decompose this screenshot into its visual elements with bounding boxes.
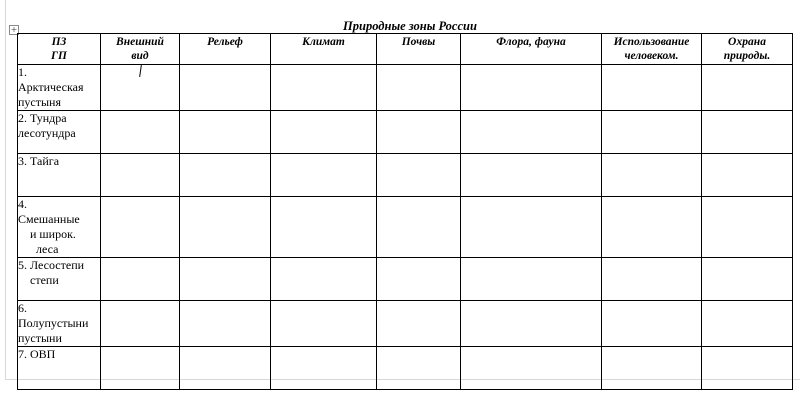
table-cell[interactable]: [702, 65, 793, 111]
zone-line: 4.: [18, 197, 27, 211]
table-cell[interactable]: [602, 197, 702, 258]
table-cell[interactable]: [461, 258, 602, 301]
header-line: Рельеф: [207, 36, 243, 48]
table-cell[interactable]: [271, 301, 377, 347]
header-line: ПЗ: [51, 36, 67, 48]
table-cell[interactable]: [180, 111, 271, 154]
table-cell[interactable]: [377, 154, 461, 197]
header-line: Охрана: [728, 36, 766, 48]
header-line: Внешний: [116, 36, 164, 48]
table-cell[interactable]: [377, 301, 461, 347]
zone-line: 1.: [18, 65, 27, 79]
zone-cell[interactable]: [18, 65, 101, 111]
table-cell[interactable]: [461, 347, 602, 390]
page-edge-left: [5, 0, 6, 380]
table-cell[interactable]: [602, 347, 702, 390]
header-line: Почвы: [401, 36, 436, 48]
table-cell[interactable]: [101, 347, 180, 390]
table-row: [18, 154, 793, 197]
table-cell[interactable]: [461, 65, 602, 111]
table-row: [18, 197, 793, 258]
header-line: Флора, фауна: [496, 36, 566, 48]
header-cell-protection[interactable]: [702, 34, 793, 65]
table-cell[interactable]: [702, 154, 793, 197]
table-cell[interactable]: [271, 258, 377, 301]
header-row: [18, 34, 793, 65]
table-cell[interactable]: [602, 65, 702, 111]
table-cell[interactable]: [101, 111, 180, 154]
table-cell[interactable]: [271, 197, 377, 258]
header-cell-appearance[interactable]: [101, 34, 180, 65]
zone-cell[interactable]: [18, 258, 101, 301]
table-cell[interactable]: [101, 301, 180, 347]
zone-line: и широк.: [30, 227, 76, 241]
table-cell[interactable]: [180, 65, 271, 111]
zone-line: 5. Лесостепи: [18, 258, 85, 272]
zone-line: 2. Тундра: [18, 111, 67, 125]
table-cell[interactable]: [180, 347, 271, 390]
table-cell[interactable]: [461, 111, 602, 154]
zone-line: 3. Тайга: [18, 154, 60, 168]
header-cell-pz-gp[interactable]: [18, 34, 101, 65]
table-cell[interactable]: [180, 301, 271, 347]
zone-line: 6.: [18, 301, 27, 315]
table-cell[interactable]: [702, 347, 793, 390]
table-cell[interactable]: [377, 111, 461, 154]
table-cell[interactable]: [180, 197, 271, 258]
header-cell-human-use[interactable]: [602, 34, 702, 65]
table-cell[interactable]: [271, 154, 377, 197]
zone-cell[interactable]: [18, 197, 101, 258]
table-cell[interactable]: [271, 111, 377, 154]
zone-cell[interactable]: [18, 111, 101, 154]
table-cell[interactable]: [101, 154, 180, 197]
table-cell[interactable]: [702, 111, 793, 154]
table-cell[interactable]: [377, 258, 461, 301]
table-cell[interactable]: [461, 301, 602, 347]
table-row: [18, 111, 793, 154]
header-cell-flora-fauna[interactable]: [461, 34, 602, 65]
zone-line: степи: [30, 273, 59, 287]
zone-line: пустыня: [18, 95, 61, 109]
zone-line: лесотундра: [18, 126, 76, 140]
zone-cell[interactable]: [18, 347, 101, 390]
header-cell-climate[interactable]: [271, 34, 377, 65]
table-cell[interactable]: [461, 197, 602, 258]
table-cell[interactable]: [602, 154, 702, 197]
table-cell[interactable]: [377, 197, 461, 258]
table-move-handle-icon[interactable]: +: [10, 25, 18, 34]
table-cell[interactable]: [377, 347, 461, 390]
zone-cell[interactable]: [18, 301, 101, 347]
table-cell[interactable]: [602, 301, 702, 347]
table-cell[interactable]: [602, 258, 702, 301]
document-title: Природные зоны России: [343, 19, 477, 33]
zone-cell[interactable]: [18, 154, 101, 197]
table-cell[interactable]: [702, 258, 793, 301]
header-cell-soils[interactable]: [377, 34, 461, 65]
table-cell[interactable]: [702, 301, 793, 347]
table-row: [18, 301, 793, 347]
header-cell-relief[interactable]: [180, 34, 271, 65]
zone-line: Смешанные: [18, 212, 80, 226]
zone-line: 7. ОВП: [18, 347, 56, 361]
header-line: вид: [131, 50, 149, 62]
table-cell[interactable]: [180, 258, 271, 301]
table-row: [18, 258, 793, 301]
table-cell[interactable]: [271, 65, 377, 111]
header-line: ГП: [51, 50, 67, 62]
table-cell[interactable]: [180, 154, 271, 197]
zone-line: Полупустыни: [18, 316, 89, 330]
zone-line: пустыни: [18, 331, 62, 345]
table-row: [18, 347, 793, 390]
header-line: природы.: [723, 50, 771, 62]
header-line: человеком.: [624, 50, 679, 62]
table-cell[interactable]: [101, 197, 180, 258]
zone-line: леса: [36, 242, 59, 256]
zone-line: Арктическая: [18, 80, 84, 94]
table-cell[interactable]: [602, 111, 702, 154]
header-line: Использование: [613, 36, 690, 48]
table-cell[interactable]: [101, 258, 180, 301]
table-cell[interactable]: [461, 154, 602, 197]
table-row: [18, 65, 793, 111]
table-cell[interactable]: [271, 347, 377, 390]
table-cell[interactable]: [377, 65, 461, 111]
zones-table: [17, 33, 793, 390]
table-cell[interactable]: [702, 197, 793, 258]
header-line: Климат: [302, 36, 345, 48]
